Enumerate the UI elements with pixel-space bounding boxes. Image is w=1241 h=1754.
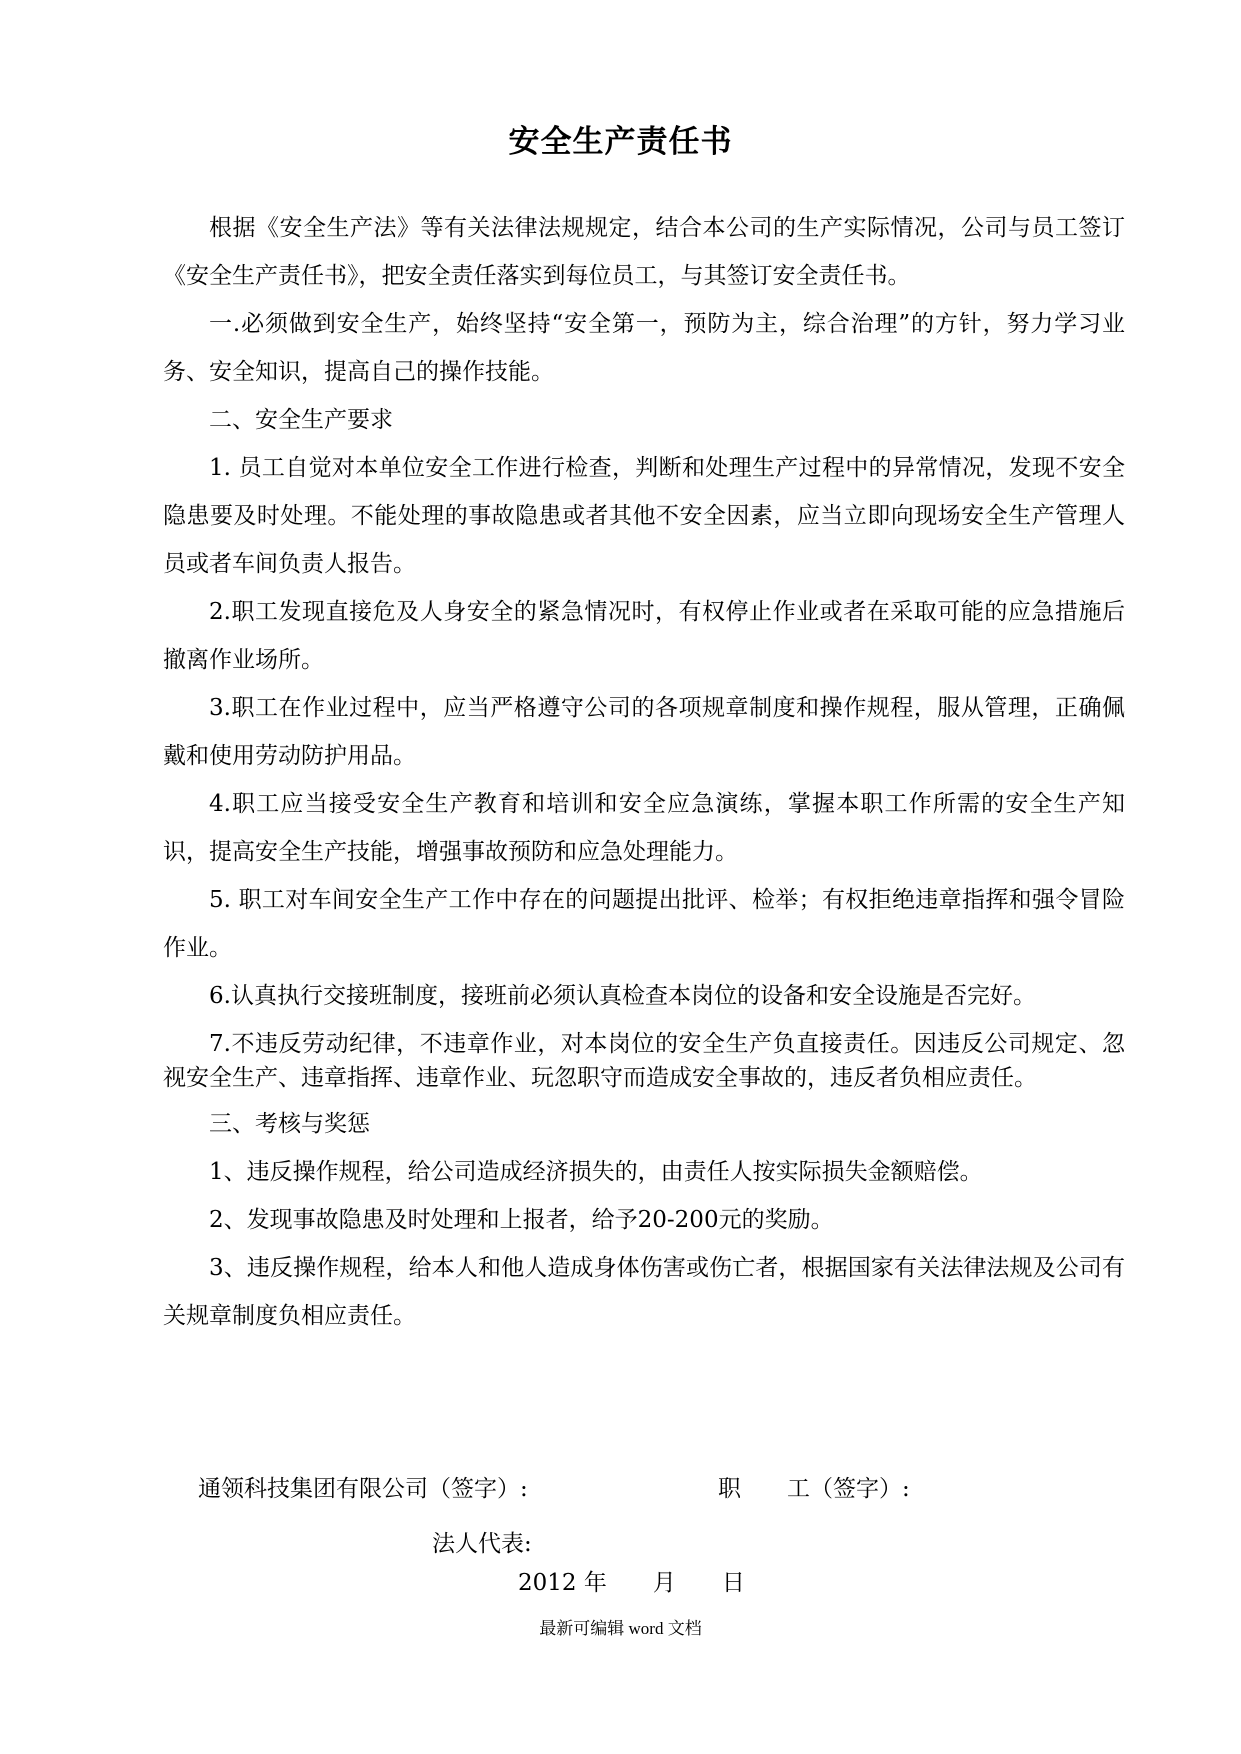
legal-representative-line: 法人代表: — [432, 1531, 532, 1557]
section-heading-assessment: 三、考核与奖惩 — [209, 1111, 370, 1137]
requirement-item-1: 1. 员工自觉对本单位安全工作进行检查，判断和处理生产过程中的异常情况，发现不安全隐患要及时处理。不能处理的事故隐患或者其他不安全因素，应当立即向现场安全生产管理人员或者车间负责人报告。 — [163, 455, 1125, 577]
document-title: 安全生产责任书 — [508, 124, 733, 160]
requirement-item-4: 4.职工应当接受安全生产教育和培训和安全应急演练，掌握本职工作所需的安全生产知识，提高安全生产技能，增强事故预防和应急处理能力。 — [163, 791, 1125, 865]
requirement-item-6: 6.认真执行交接班制度，接班前必须认真检查本岗位的设备和安全设施是否完好。 — [209, 983, 1036, 1009]
requirement-item-3: 3.职工在作业过程中，应当严格遵守公司的各项规章制度和操作规程，服从管理，正确佩戴和使用劳动防护用品。 — [163, 695, 1125, 769]
requirement-item-2: 2.职工发现直接危及人身安全的紧急情况时，有权停止作业或者在采取可能的应急措施后撤离作业场所。 — [163, 599, 1125, 673]
section-heading-requirements: 二、安全生产要求 — [209, 407, 393, 433]
requirement-item-7: 7.不违反劳动纪律，不违章作业，对本岗位的安全生产负直接责任。因违反公司规定、忽视安全生产、违章指挥、违章作业、玩忽职守而造成安全事故的，违反者负相应责任。 — [163, 1031, 1125, 1091]
intro-paragraph: 根据《安全生产法》等有关法律法规规定，结合本公司的生产实际情况，公司与员工签订《安全生产责任书》，把安全责任落实到每位员工，与其签订安全责任书。 — [163, 215, 1125, 289]
assessment-item-3: 3、违反操作规程，给本人和他人造成身体伤害或伤亡者，根据国家有关法律法规及公司有关规章制度负相应责任。 — [163, 1255, 1125, 1329]
date-line: 2012 年 月 日 — [518, 1570, 745, 1596]
document-body — [163, 204, 1125, 1340]
company-signature-line: 通领科技集团有限公司（签字）: — [198, 1476, 528, 1502]
assessment-item-1: 1、违反操作规程，给公司造成经济损失的，由责任人按实际损失金额赔偿。 — [209, 1159, 983, 1185]
principle-paragraph: 一.必须做到安全生产，始终坚持“安全第一，预防为主，综合治理”的方针，努力学习业务、安全知识，提高自己的操作技能。 — [163, 311, 1125, 385]
assessment-item-2: 2、发现事故隐患及时处理和上报者，给予20-200元的奖励。 — [209, 1207, 834, 1233]
employee-signature-line: 职 工（签字）: — [718, 1476, 910, 1502]
requirement-item-5: 5. 职工对车间安全生产工作中存在的问题提出批评、检举；有权拒绝违章指挥和强令冒险作业。 — [163, 887, 1125, 961]
footer-note: 最新可编辑 word 文档 — [539, 1619, 702, 1638]
